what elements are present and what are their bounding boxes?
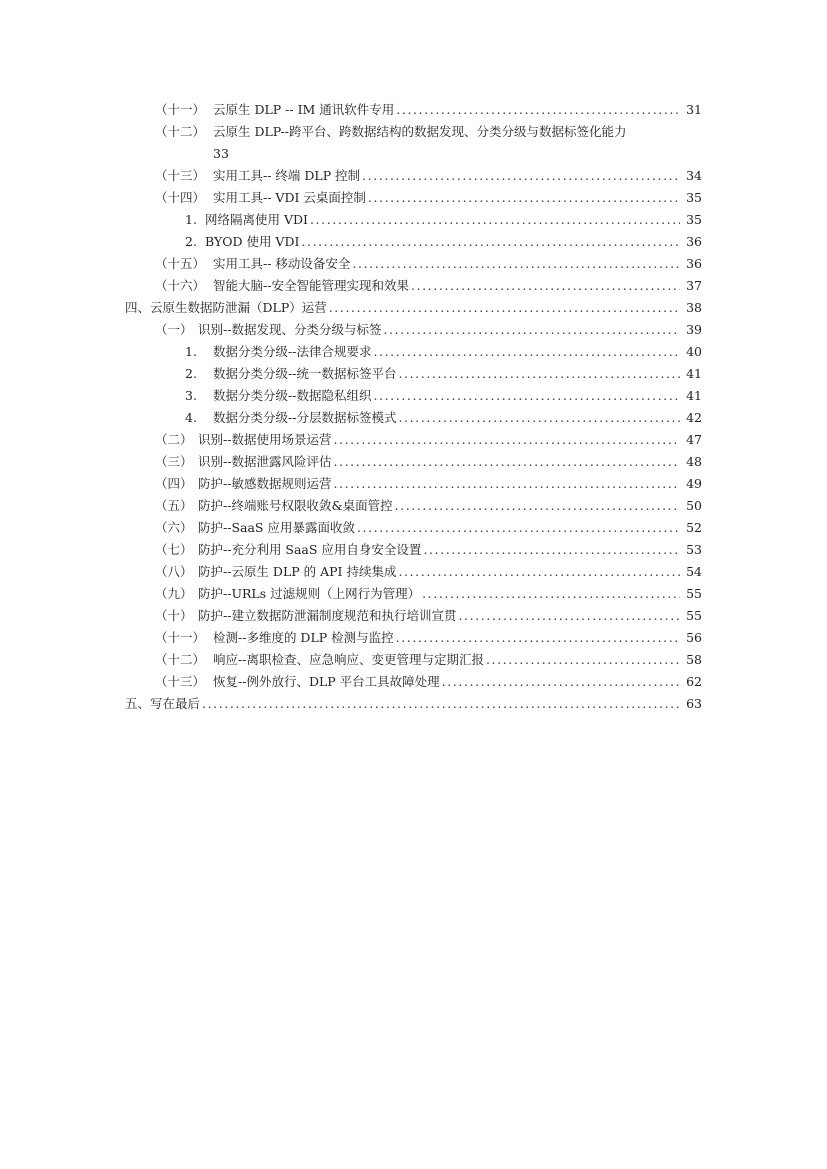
toc-dot-leader	[373, 386, 680, 406]
toc-entry-number: （一）	[155, 322, 193, 337]
toc-page-number: 38	[686, 300, 702, 315]
toc-dot-leader	[368, 188, 680, 208]
toc-entry-title: 云原生 DLP--跨平台、跨数据结构的数据发现、分类分级与数据标签化能力	[213, 124, 627, 139]
toc-entry-number: （十一）	[155, 102, 206, 117]
toc-entry-title: 识别--数据使用场景运营	[198, 432, 332, 447]
toc-page-number: 42	[686, 410, 702, 425]
toc-page-number: 41	[686, 388, 702, 403]
toc-entry-title: 识别--数据泄露风险评估	[198, 454, 332, 469]
toc-entry[interactable]	[155, 122, 702, 142]
toc-dot-leader	[352, 254, 680, 274]
toc-entry-title: 防护--敏感数据规则运营	[198, 476, 332, 491]
toc-entry-title: 防护--建立数据防泄漏制度规范和执行培训宣贯	[198, 608, 457, 623]
toc-entry[interactable]	[185, 386, 702, 406]
toc-dot-leader	[333, 430, 680, 450]
toc-dot-leader	[202, 694, 680, 714]
toc-dot-leader	[411, 276, 680, 296]
toc-dot-leader	[396, 628, 680, 648]
toc-entry-number: 2.	[185, 234, 197, 249]
toc-page-number: 63	[686, 696, 702, 711]
toc-dot-leader	[357, 518, 680, 538]
toc-dot-leader	[362, 166, 680, 186]
toc-entry-title: 实用工具-- 移动设备安全	[213, 256, 351, 271]
toc-entry[interactable]	[155, 452, 702, 472]
toc-dot-leader	[458, 606, 680, 626]
toc-page-number: 47	[686, 432, 702, 447]
toc-entry-number: 1.	[185, 344, 197, 359]
toc-entry[interactable]	[155, 474, 702, 494]
toc-page-number: 31	[686, 102, 702, 117]
toc-dot-leader	[398, 364, 680, 384]
toc-entry[interactable]	[155, 650, 702, 670]
toc-dot-leader	[486, 650, 680, 670]
toc-entry-title: 智能大脑--安全智能管理实现和效果	[213, 278, 409, 293]
toc-page-number: 55	[686, 586, 702, 601]
toc-entry-number: （十六）	[155, 278, 206, 293]
toc-entry[interactable]	[155, 518, 702, 538]
toc-entry-title: 防护--SaaS 应用暴露面收敛	[198, 520, 355, 535]
toc-entry-number: （十五）	[155, 256, 206, 271]
toc-page-number: 58	[686, 652, 702, 667]
toc-entry-number: （五）	[155, 498, 193, 513]
toc-entry[interactable]	[185, 364, 702, 384]
toc-entry[interactable]	[155, 584, 702, 604]
toc-dot-leader	[422, 584, 680, 604]
toc-dot-leader	[396, 100, 680, 120]
toc-page-number: 37	[686, 278, 702, 293]
toc-entry-number: （九）	[155, 586, 193, 601]
toc-entry-number: 四、	[125, 300, 151, 315]
toc-entry-number: （四）	[155, 476, 193, 491]
toc-dot-leader	[383, 320, 680, 340]
toc-entry-number: （十一）	[155, 630, 206, 645]
toc-page-number: 34	[686, 168, 702, 183]
toc-entry[interactable]	[155, 166, 702, 186]
toc-entry-title: 写在最后	[150, 696, 201, 711]
toc-dot-leader	[398, 408, 680, 428]
toc-page-number: 41	[686, 366, 702, 381]
toc-entry-number: 1.	[185, 212, 197, 227]
toc-page-number: 39	[686, 322, 702, 337]
toc-entry[interactable]	[155, 254, 702, 274]
toc-page-number: 62	[686, 674, 702, 689]
toc-page-number: 48	[686, 454, 702, 469]
toc-entry-wrap	[213, 144, 229, 164]
toc-entry[interactable]	[155, 540, 702, 560]
toc-entry[interactable]	[155, 496, 702, 516]
toc-dot-leader	[329, 298, 680, 318]
toc-dot-leader	[395, 496, 680, 516]
toc-entry-number: 4.	[185, 410, 197, 425]
toc-entry[interactable]	[155, 430, 702, 450]
toc-entry-title: 云原生数据防泄漏（DLP）运营	[150, 300, 327, 315]
toc-page-number: 35	[686, 212, 702, 227]
toc-entry-title: 实用工具-- VDI 云桌面控制	[213, 190, 366, 205]
toc-entry[interactable]	[155, 672, 702, 692]
toc-entry[interactable]	[155, 606, 702, 626]
toc-entry-title: 恢复--例外放行、DLP 平台工具故障处理	[213, 674, 440, 689]
toc-page-number: 56	[686, 630, 702, 645]
toc-entry-title: 防护--URLs 过滤规则（上网行为管理）	[198, 586, 421, 601]
toc-entry-number: （十四）	[155, 190, 206, 205]
toc-entry-title: 防护--充分利用 SaaS 应用自身安全设置	[198, 542, 422, 557]
toc-page-number: 35	[686, 190, 702, 205]
toc-entry-title: 云原生 DLP -- IM 通讯软件专用	[213, 102, 395, 117]
toc-page-number: 49	[686, 476, 702, 491]
toc-dot-leader	[398, 562, 680, 582]
toc-entry-title: 识别--数据发现、分类分级与标签	[198, 322, 382, 337]
toc-page-number: 33	[213, 146, 229, 161]
toc-page-number: 40	[686, 344, 702, 359]
toc-entry-number: （十二）	[155, 124, 206, 139]
toc-entry[interactable]	[155, 320, 702, 340]
toc-entry-title: 防护--云原生 DLP 的 API 持续集成	[198, 564, 397, 579]
toc-dot-leader	[301, 232, 680, 252]
toc-entry-number: 3.	[185, 388, 197, 403]
toc-dot-leader	[442, 672, 680, 692]
toc-dot-leader	[333, 474, 680, 494]
toc-entry-title: 检测--多维度的 DLP 检测与监控	[213, 630, 394, 645]
toc-dot-leader	[373, 342, 680, 362]
toc-entry-number: （二）	[155, 432, 193, 447]
toc-entry-number: 五、	[125, 696, 151, 711]
toc-entry-number: （三）	[155, 454, 193, 469]
toc-page-number: 36	[686, 234, 702, 249]
toc-page-number: 53	[686, 542, 702, 557]
toc-entry-number: （七）	[155, 542, 193, 557]
toc-entry[interactable]	[125, 298, 702, 318]
toc-page-number: 52	[686, 520, 702, 535]
toc-entry[interactable]	[155, 100, 702, 120]
toc-entry[interactable]	[185, 232, 702, 252]
toc-entry-number: 2.	[185, 366, 197, 381]
toc-entry-title: 数据分类分级--统一数据标签平台	[213, 366, 397, 381]
toc-page-number: 50	[686, 498, 702, 513]
toc-entry-number: （十二）	[155, 652, 206, 667]
toc-entry-number: （六）	[155, 520, 193, 535]
toc-entry[interactable]	[185, 210, 702, 230]
toc-entry-number: （八）	[155, 564, 193, 579]
toc-entry[interactable]	[125, 694, 702, 714]
toc-entry-title: 数据分类分级--法律合规要求	[213, 344, 372, 359]
toc-entry-title: BYOD 使用 VDI	[205, 234, 300, 249]
toc-entry-title: 网络隔离使用 VDI	[205, 212, 308, 227]
toc-entry[interactable]	[185, 342, 702, 362]
toc-dot-leader	[333, 452, 680, 472]
toc-entry-number: （十三）	[155, 168, 206, 183]
toc-page-number: 55	[686, 608, 702, 623]
toc-entry-title: 防护--终端账号权限收敛&桌面管控	[198, 498, 393, 513]
toc-dot-leader	[423, 540, 680, 560]
toc-entry[interactable]	[185, 408, 702, 428]
toc-entry[interactable]	[155, 562, 702, 582]
toc-entry-number: （十）	[155, 608, 193, 623]
toc-entry-title: 响应--离职检查、应急响应、变更管理与定期汇报	[213, 652, 484, 667]
toc-entry-title: 实用工具-- 终端 DLP 控制	[213, 168, 361, 183]
toc-page-number: 36	[686, 256, 702, 271]
toc-entry-title: 数据分类分级--数据隐私组织	[213, 388, 372, 403]
toc-entry[interactable]	[155, 188, 702, 208]
toc-page-number: 54	[686, 564, 702, 579]
toc-dot-leader	[310, 210, 680, 230]
toc-entry-title: 数据分类分级--分层数据标签模式	[213, 410, 397, 425]
toc-entry[interactable]	[155, 276, 702, 296]
toc-entry-number: （十三）	[155, 674, 206, 689]
toc-entry[interactable]	[155, 628, 702, 648]
